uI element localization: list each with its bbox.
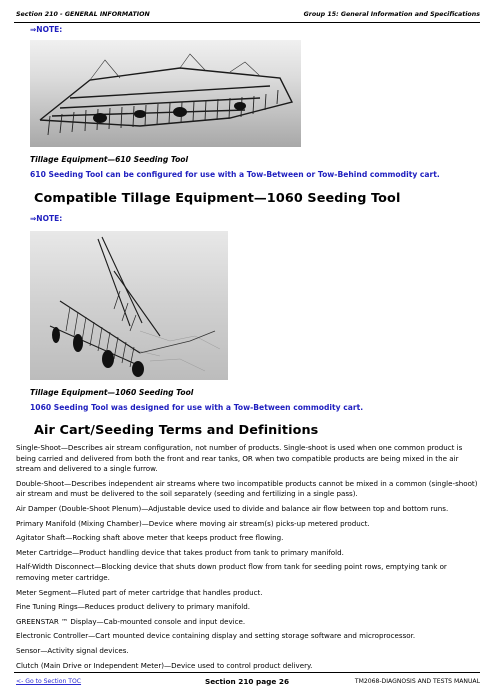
seeding-tool-1060-image — [30, 231, 228, 380]
header-section-title: Section 210 - GENERAL INFORMATION — [16, 11, 150, 18]
definition-item: Fine Tuning Rings—Reduces product delivery to primary manifold. — [16, 602, 250, 612]
text-1060-seeding-tool: 1060 Seeding Tool was designed for use with a Tow-Between commodity cart. — [30, 403, 364, 412]
definition-item: Electronic Controller—Cart mounted device containing display and setting storage software and microprocessor. — [16, 631, 416, 641]
definition-item: Meter Cartridge—Product handling device that takes product from tank to primary manifold. — [16, 547, 344, 557]
note-label: NOTE: — [36, 25, 63, 34]
definition-item: Double-Shoot—Describes independent air streams where two incompatible products cannot be mixed in a common (single-shoot) air stream and must be delivered to the soil separately (seeding and fertilizing in a single pass). — [16, 478, 478, 499]
photo-1060-seeding-tool — [30, 231, 228, 380]
text-610-seeding-tool: 610 Seeding Tool can be configured for use with a Tow-Between or Tow-Behind commodity cart. — [30, 170, 440, 179]
definition-item: Half-Width Disconnect—Blocking device that shuts down product flow from tank for seeding point rows, emptying tank or removing meter cartridge. — [16, 562, 447, 582]
definition-item: Meter Segment—Fluted part of meter cartridge that handles product. — [16, 587, 263, 597]
definition-item: Primary Manifold (Mixing Chamber)—Device where moving air stream(s) picks-up metered product. — [16, 518, 370, 528]
definition-item: GREENSTAR ™ Display—Cab-mounted console and input device. — [16, 616, 246, 626]
heading-terms-definitions: Air Cart/Seeding Terms and Definitions — [34, 423, 319, 438]
heading-1060-seeding-tool: Compatible Tillage Equipment—1060 Seeding Tool — [34, 191, 401, 206]
definition-item: Clutch (Main Drive or Independent Meter)—Device used to control product delivery. — [16, 660, 313, 670]
header-group-title: Group 15: General Information and Specifications — [303, 11, 480, 18]
page-header — [14, 10, 480, 23]
page-footer — [14, 672, 480, 688]
definition-item: Agitator Shaft—Rocking shaft above meter that keeps product free flowing. — [16, 533, 284, 543]
definition-item: Sensor—Activity signal devices. — [16, 645, 129, 655]
definitions-list — [16, 443, 482, 675]
note-1 — [30, 25, 62, 34]
note-label: NOTE: — [36, 214, 63, 223]
footer-page-number: Section 210 page 26 — [204, 677, 290, 686]
note-arrow-icon: ⇒ — [30, 214, 37, 223]
note-arrow-icon: ⇒ — [30, 25, 37, 34]
go-to-section-toc-link[interactable]: <- Go to Section TOC — [16, 678, 82, 685]
footer-manual-title: TM2068-DIAGNOSIS AND TESTS MANUAL — [354, 678, 480, 685]
photo-610-seeding-tool — [30, 40, 301, 147]
note-2 — [30, 214, 62, 223]
caption-1060-seeding-tool: Tillage Equipment—1060 Seeding Tool — [30, 388, 194, 397]
definition-item: Single-Shoot—Describes air stream configuration, not number of products. Single-shoot is used when one common product is being carried and delivered from both the front and rear tanks, OR when two compatible products are being mixed in the air stream and delivered to a single furrow. — [16, 443, 463, 474]
definition-item: Air Damper (Double-Shoot Plenum)—Adjustable device used to divide and balance air flow between top and bottom runs. — [16, 503, 449, 513]
caption-610-seeding-tool: Tillage Equipment—610 Seeding Tool — [30, 155, 189, 164]
seeding-tool-610-image — [30, 40, 301, 147]
